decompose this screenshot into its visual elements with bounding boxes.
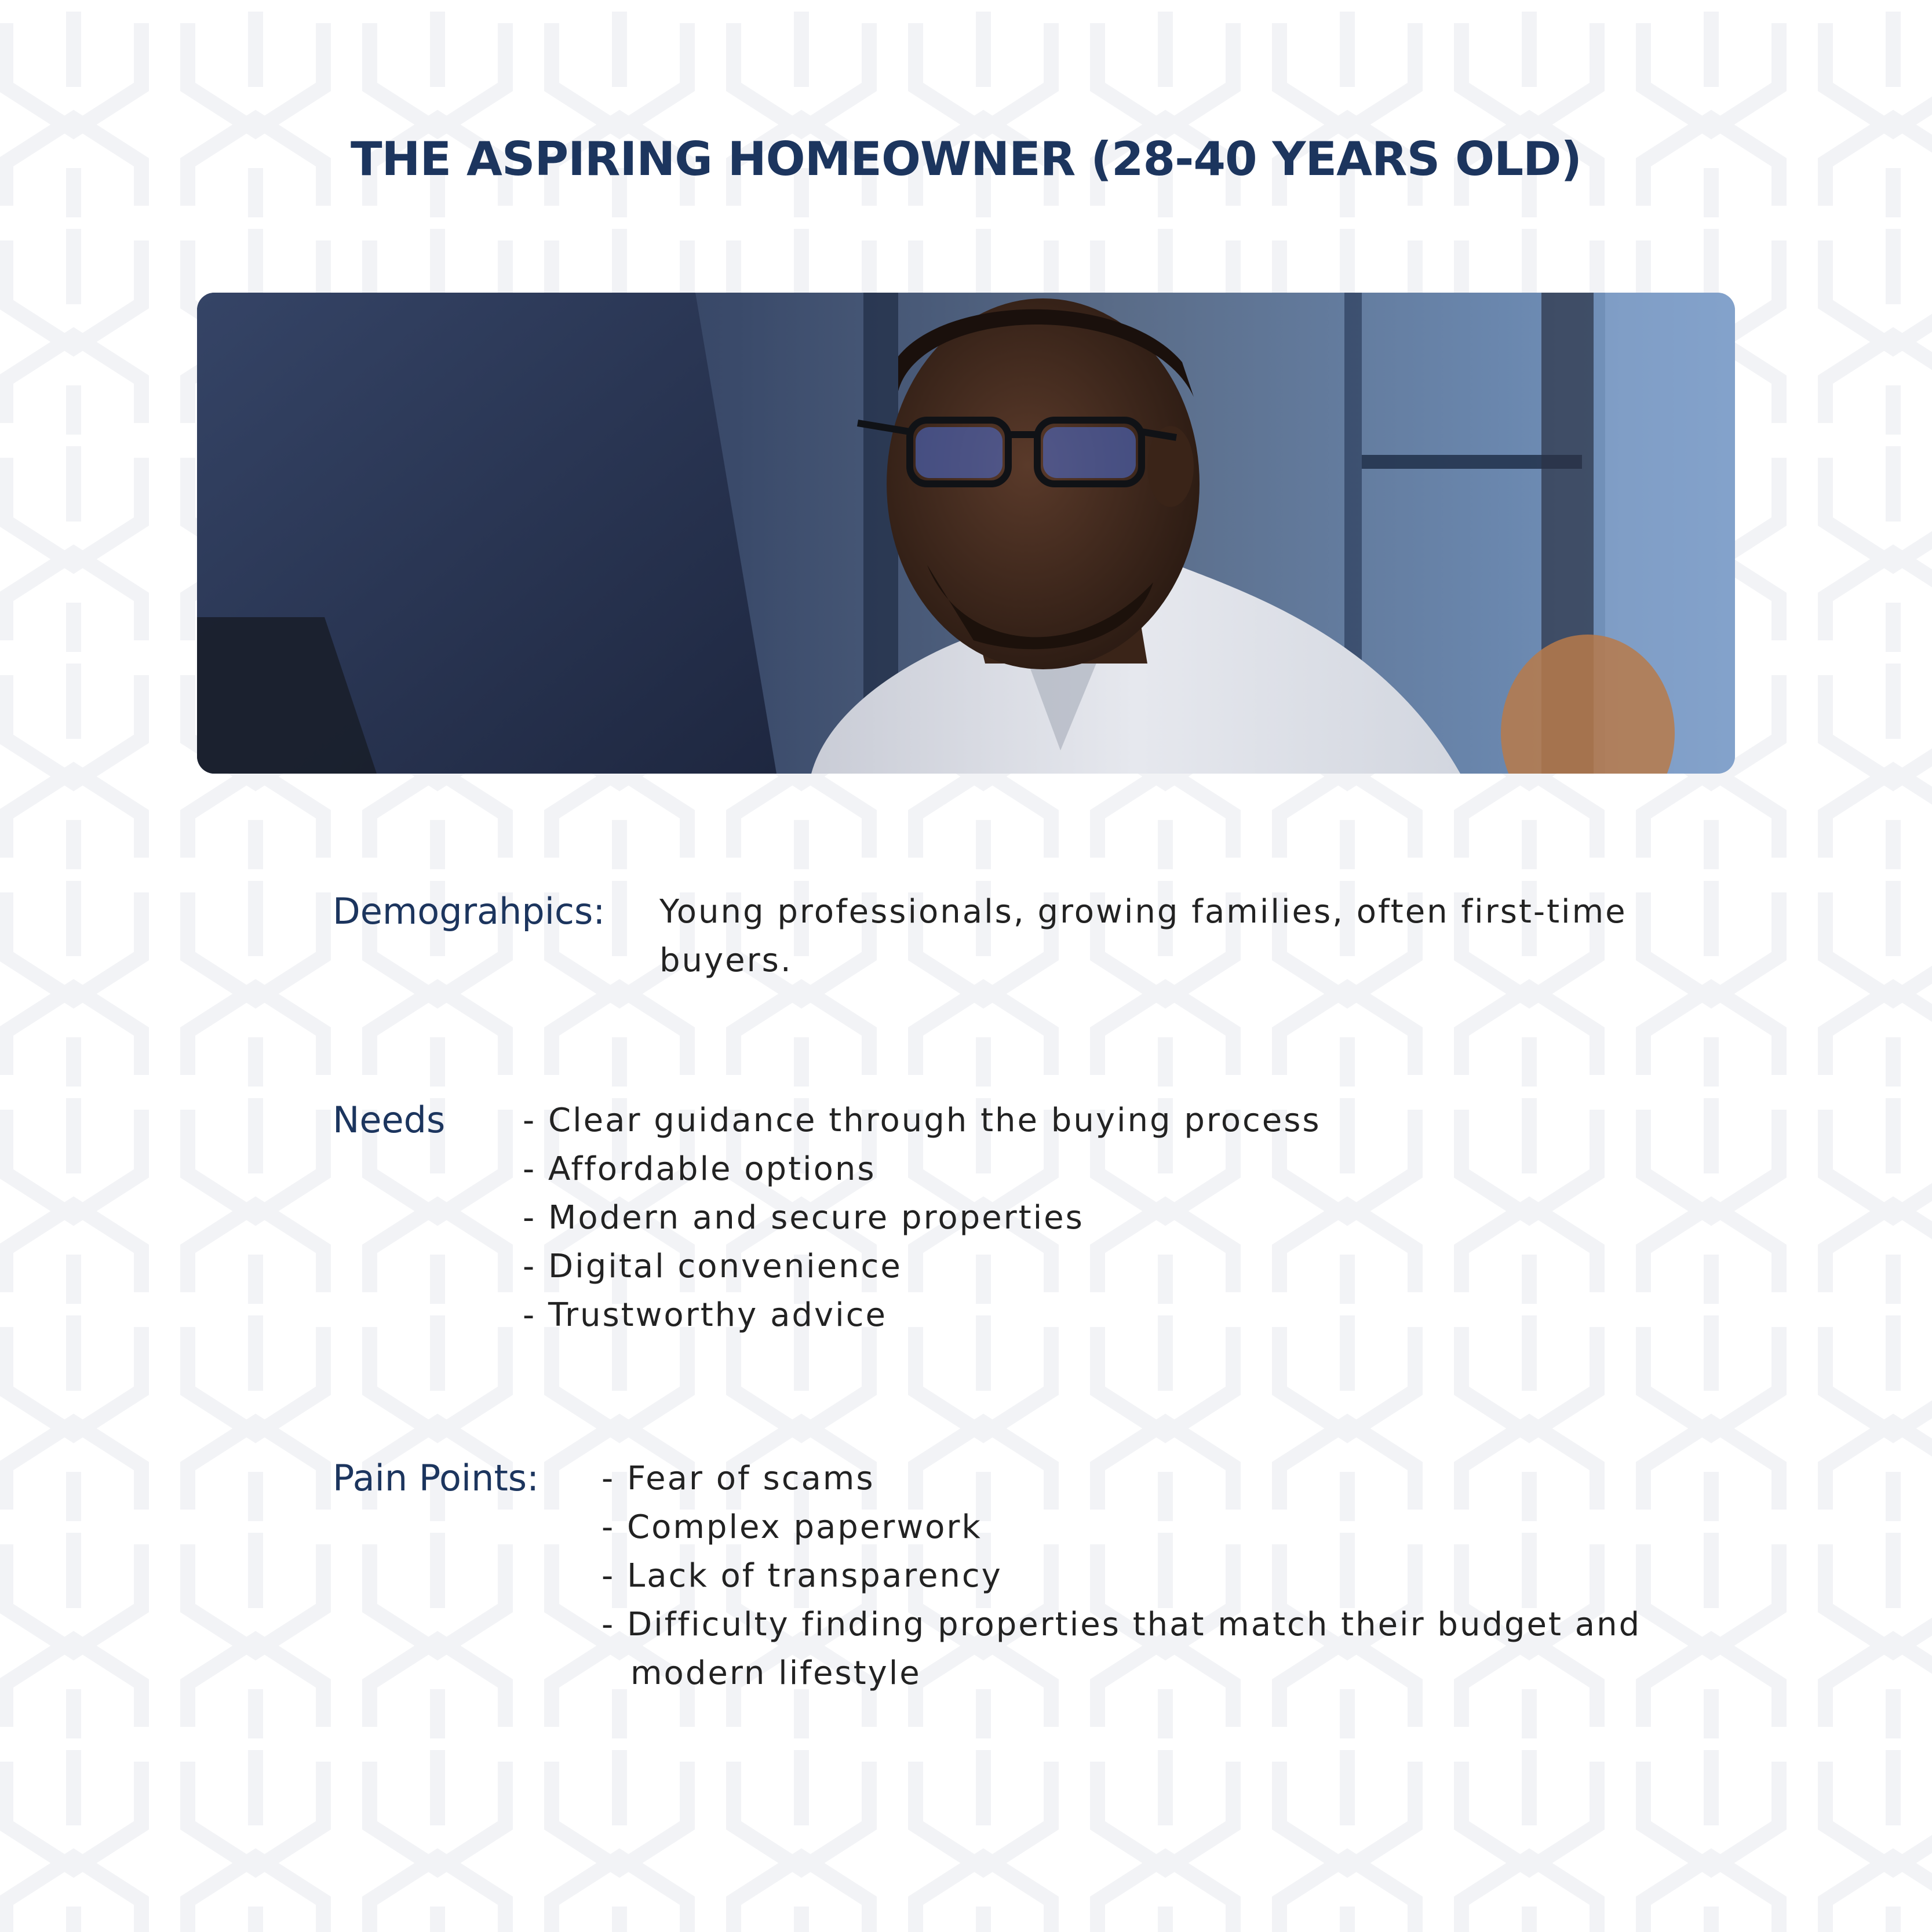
pain-point-item-continuation: modern lifestyle (630, 1654, 921, 1692)
pain-point-item: - Complex paperwork (602, 1508, 982, 1546)
pain-point-item: - Fear of scams (602, 1460, 875, 1497)
pain-points-label: Pain Points: (333, 1457, 539, 1499)
needs-item: - Affordable options (523, 1150, 876, 1188)
pain-point-item: - Difficulty finding properties that match their budget and (602, 1606, 1642, 1643)
demographics-label: Demograhpics: (333, 890, 606, 932)
pain-point-item: - Lack of transparency (602, 1557, 1003, 1595)
demographics-line: buyers. (659, 942, 793, 979)
needs-item: - Trustworthy advice (523, 1296, 887, 1334)
demographics-line: Young professionals, growing families, often first-time (659, 893, 1627, 931)
needs-item: - Modern and secure properties (523, 1199, 1084, 1237)
needs-list (523, 1096, 1321, 1340)
persona-photo (197, 293, 1735, 774)
person-at-computer-photo (197, 293, 1735, 774)
needs-item: - Clear guidance through the buying process (523, 1102, 1321, 1139)
page-title: THE ASPIRING HOMEOWNER (28-40 YEARS OLD) (350, 132, 1582, 186)
needs-label: Needs (333, 1099, 446, 1141)
pain-points-list (602, 1455, 1641, 1698)
demographics-text (659, 888, 1627, 985)
needs-item: - Digital convenience (523, 1248, 902, 1285)
